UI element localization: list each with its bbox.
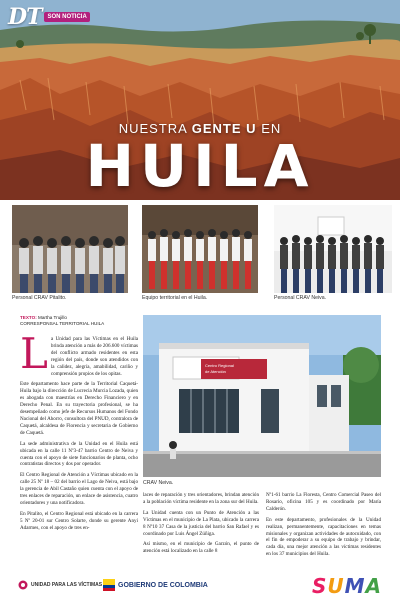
article-column-1 xyxy=(20,329,138,536)
paragraph: Así mismo, en el municipio de Garzón, el punto de atención está localizado en la calle 8 xyxy=(143,541,259,555)
brand-letter: U xyxy=(327,574,345,598)
photo-crav-neiva-building xyxy=(143,315,381,477)
paragraph xyxy=(20,329,138,378)
unit-name: UNIDAD PARA LAS VÍCTIMAS xyxy=(31,582,103,588)
paragraph: Este departamento hace parte de la Territorial Caquetá-Huila bajo la dirección de Lucrecia Murcia Lozada, quien es abogada con maestrías en Derecho Financiero y en Derecho Penal. En su trayectoria profesional, se ha desempeñado como jefe de Recursos Humanos del Fondo Nacional del Ahorro, consultora del PNUD, contralora de Caquetá, alcaldesa de Florencia y secretaria de Gobierno de Caquetá. xyxy=(20,381,138,436)
unit-emblem-icon xyxy=(18,580,28,590)
brand-letter: S xyxy=(311,574,328,598)
byline-label: TEXTO: xyxy=(20,315,37,320)
kicker-bold: GENTE U xyxy=(191,121,257,136)
paragraph: En este departamento, profesionales de la Unidad realizan, permanentemente, capacitaciones en temas misionales y organizan actividades de autocuidado, con el fin de empoderar a su equipo de trabajo y brindar, cada día, una mejor atención a las víctimas residentes en los 37 municipios del Huila. xyxy=(266,516,381,558)
page-title: HUILA xyxy=(85,132,315,200)
photo-crav-pitalito xyxy=(12,205,128,293)
government-logo xyxy=(103,579,208,591)
article-column-2 xyxy=(143,492,259,559)
paragraph: El Centro Regional de Atención a Víctimas ubicado en la calle 25 Nº 18 – 02 del barrio el Lago de Neiva, está bajo la gerencia de Abil Castaño quien cuenta con el apoyo de tres enlaces de reparación, un enlace de asistencia, cuatro orientadores y una notificadora. xyxy=(20,472,138,506)
logo-badge: SON NOTICIA xyxy=(44,12,89,22)
building-sign-text: Centro Regional xyxy=(205,363,234,368)
photo-row xyxy=(12,205,392,300)
paragraph: La sede administrativa de la Unidad en el Huila está ubicada en la calle 11 Nº3-47 barrio Centro de Neiva y cuenta con el apoyo de siete funcionarios de planta, ocho contratistas directos y dos por operador. xyxy=(20,440,138,468)
paragraph: La Unidad cuenta con un Punto de Atención a las Víctimas en el municipio de La Plata, ubicado la carrera 8 Nº10 37 Casa de la justicia del barrio San Rafael y es coordinado por Luis Ángel Zúñiga. xyxy=(143,509,259,537)
paragraph: Nº1-61 barrio La Floresta, Centro Comercial Paseo del Rosario, oficina 105 y es coordinado por María Calderón. xyxy=(266,492,381,512)
svg-text:de Atención: de Atención xyxy=(205,369,226,374)
colombia-flag-icon xyxy=(103,579,115,591)
kicker-post: EN xyxy=(261,121,282,136)
drop-cap: L xyxy=(20,329,48,378)
photo-caption-neiva: Personal CRAV Neiva. xyxy=(274,295,327,301)
building-caption: CRAV Neiva. xyxy=(143,480,174,486)
footer xyxy=(0,572,400,600)
byline-author: Martha Trujillo xyxy=(38,315,67,320)
photo-crav-neiva-staff xyxy=(274,205,392,293)
paragraph-text: a Unidad para las Víctimas en el Huila brinda atención a más de 206.600 víctimas del conflicto armado residentes en esta región del país, donde son atendidos con la calidez, alegría, amabilidad, cariño y comprensión propios de los opitas. xyxy=(50,336,138,377)
unit-logo xyxy=(18,580,102,590)
government-name: GOBIERNO DE COLOMBIA xyxy=(118,581,208,589)
hero-banner xyxy=(0,0,400,200)
paragraph: laces de reparación y tres orientadores, brindan atención a la población víctima residente en la zona sur del Huila. xyxy=(143,492,259,505)
photo-caption-pitalito: Personal CRAV Pitalito. xyxy=(12,295,67,301)
publication-logo xyxy=(8,4,90,30)
byline xyxy=(20,315,140,327)
paragraph: En Pitalito, el Centro Regional está ubicado en la carrera 5 Nº 20-01 sur Centro Solarte, donde su gerente Anyi Adarmes, con el apoyo de tres en- xyxy=(20,510,138,531)
photo-equipo-territorial xyxy=(142,205,258,293)
photo-caption-equipo: Equipo territorial en el Huila. xyxy=(142,295,208,301)
article-column-3 xyxy=(266,492,381,562)
byline-role: CORRESPONSAL TERRITORIAL HUILA xyxy=(20,321,105,326)
brand-letter: M xyxy=(344,574,366,598)
brand-letter: A xyxy=(365,574,382,598)
kicker-pre: NUESTRA xyxy=(118,121,188,136)
logo-text: DT xyxy=(8,4,42,30)
suma-brand-logo xyxy=(312,574,382,598)
